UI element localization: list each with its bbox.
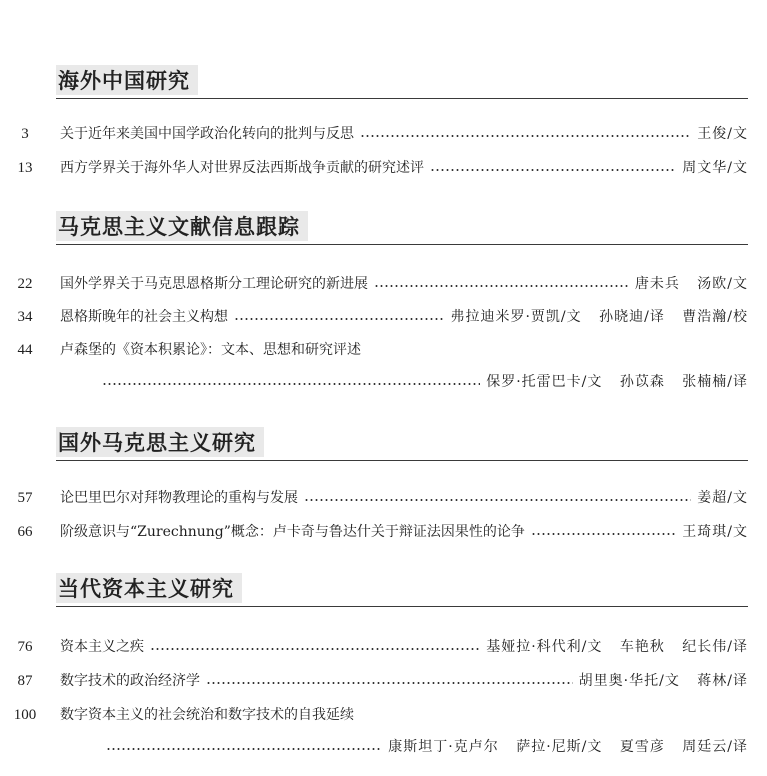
section-header xyxy=(56,210,748,245)
article-title: 数字资本主义的社会统治和数字技术的自我延续 xyxy=(60,707,354,723)
dot-leader xyxy=(150,648,480,650)
article-title: 西方学界关于海外华人对世界反法西斯战争贡献的研究述评 xyxy=(60,160,424,176)
article-title: 数字技术的政治经济学 xyxy=(60,673,200,689)
toc-entry[interactable] xyxy=(17,670,748,692)
article-title: 关于近年来美国中国学政治化转向的批判与反思 xyxy=(60,126,354,142)
toc-entry[interactable] xyxy=(17,157,748,179)
article-title: 国外学界关于马克思恩格斯分工理论研究的新进展 xyxy=(60,276,368,292)
authors xyxy=(635,273,748,295)
author: 纪长伟/译 xyxy=(682,639,748,655)
authors xyxy=(388,736,748,758)
author: 孙苡森 xyxy=(619,374,665,390)
page-number: 44 xyxy=(17,342,33,358)
author: 夏雪彦 xyxy=(619,739,665,755)
authors xyxy=(450,306,748,328)
author: 姜超/文 xyxy=(697,490,748,506)
section-header xyxy=(56,426,748,461)
section-header xyxy=(56,572,748,607)
authors xyxy=(682,521,748,543)
page-number: 76 xyxy=(17,639,33,655)
dot-leader xyxy=(106,748,382,750)
toc-entry[interactable] xyxy=(13,704,748,760)
authors xyxy=(682,157,748,179)
section-title: 当代资本主义研究 xyxy=(56,573,242,603)
page-number: 3 xyxy=(21,126,29,142)
author: 保罗·托雷巴卡/文 xyxy=(486,374,603,390)
page-number: 34 xyxy=(17,309,33,325)
author: 汤欧/文 xyxy=(697,276,748,292)
author: 王俊/文 xyxy=(697,126,748,142)
author: 萨拉·尼斯/文 xyxy=(516,739,603,755)
author: 车艳秋 xyxy=(619,639,665,655)
page-number: 22 xyxy=(17,276,33,292)
author: 康斯坦丁·克卢尔 xyxy=(388,739,499,755)
author: 曹浩瀚/校 xyxy=(682,309,748,325)
page-number: 100 xyxy=(13,707,37,723)
dot-leader xyxy=(430,169,676,171)
author: 唐未兵 xyxy=(634,276,680,292)
author: 张楠楠/译 xyxy=(682,374,748,390)
page-number: 66 xyxy=(17,524,33,540)
section-marxism-literature-tracking xyxy=(17,210,748,390)
page-number: 13 xyxy=(17,160,33,176)
dot-leader xyxy=(360,135,691,137)
author: 蒋林/译 xyxy=(697,673,748,689)
toc-entry[interactable] xyxy=(21,123,748,145)
toc-entry[interactable] xyxy=(17,487,748,509)
author: 周廷云/译 xyxy=(682,739,748,755)
toc-entry[interactable] xyxy=(17,636,748,658)
dot-leader xyxy=(234,318,444,320)
section-header xyxy=(56,64,748,99)
section-title: 海外中国研究 xyxy=(56,65,198,95)
article-title: 卢森堡的《资本积累论》：文本、思想和研究评述 xyxy=(60,342,361,358)
author: 周文华/文 xyxy=(682,160,748,176)
authors xyxy=(579,670,748,692)
page-number: 87 xyxy=(17,673,33,689)
article-title: 阶级意识与“Zurechnung”概念：卢卡奇与鲁达什关于辩证法因果性的论争 xyxy=(60,524,525,540)
dot-leader xyxy=(304,499,691,501)
dot-leader xyxy=(531,533,676,535)
article-title: 资本主义之疾 xyxy=(60,639,144,655)
section-foreign-marxism-studies xyxy=(17,426,748,540)
authors xyxy=(486,371,748,393)
toc-entry[interactable] xyxy=(17,273,748,295)
article-title: 恩格斯晚年的社会主义构想 xyxy=(60,309,228,325)
authors xyxy=(697,487,748,509)
toc-entry[interactable] xyxy=(17,306,748,328)
authors xyxy=(697,123,748,145)
section-overseas-china-studies xyxy=(17,64,748,176)
author: 基娅拉·科代利/文 xyxy=(486,639,603,655)
author: 弗拉迪米罗·贾凯/文 xyxy=(450,309,582,325)
section-title: 马克思主义文献信息跟踪 xyxy=(56,211,308,241)
section-title: 国外马克思主义研究 xyxy=(56,427,264,457)
article-title: 论巴里巴尔对拜物教理论的重构与发展 xyxy=(60,490,298,506)
dot-leader xyxy=(206,682,573,684)
dot-leader xyxy=(102,383,480,385)
authors xyxy=(486,636,748,658)
author: 胡里奥·华托/文 xyxy=(578,673,680,689)
toc-entry[interactable] xyxy=(17,521,748,543)
section-contemporary-capitalism-studies xyxy=(13,572,748,755)
toc-entry[interactable] xyxy=(17,339,748,395)
author: 孙晓迪/译 xyxy=(599,309,665,325)
page-number: 57 xyxy=(17,490,33,506)
author: 王琦琪/文 xyxy=(682,524,748,540)
dot-leader xyxy=(374,285,629,287)
